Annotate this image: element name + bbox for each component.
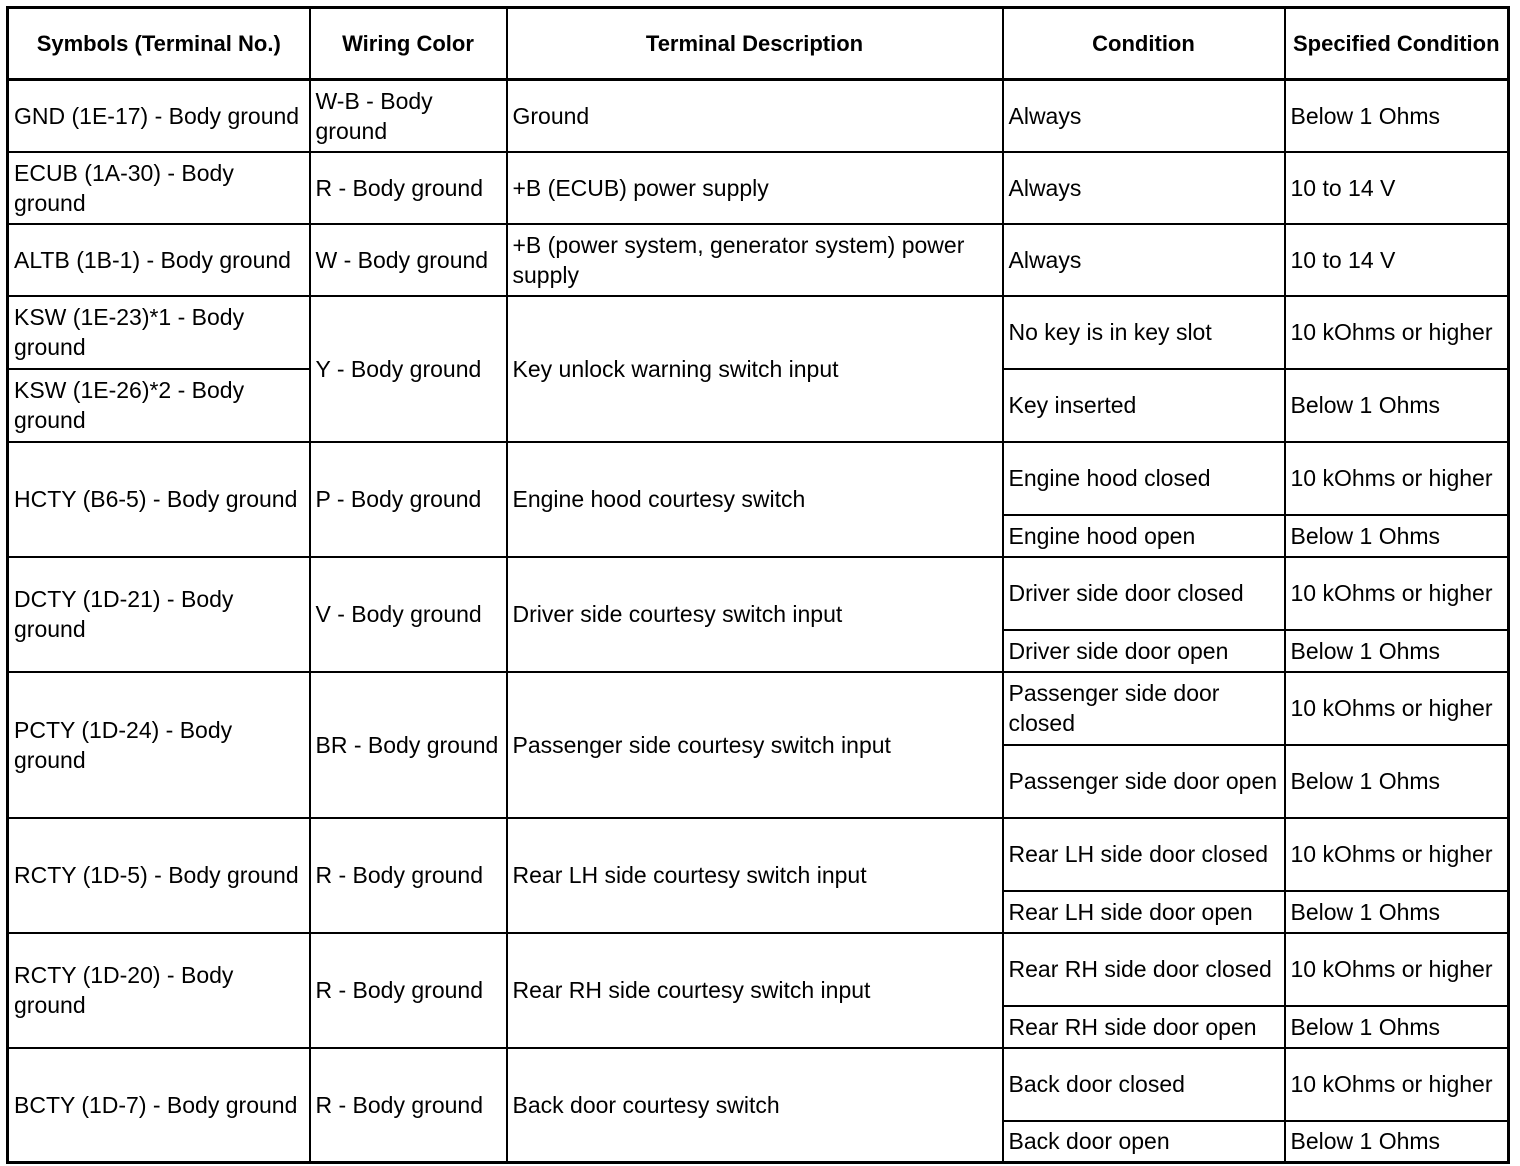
specified-condition-cell: 10 kOhms or higher: [1285, 1048, 1509, 1121]
table-row: [8, 80, 1509, 152]
header-wiring-color: Wiring Color: [310, 8, 507, 80]
condition-cell: Rear RH side door closed: [1003, 933, 1285, 1006]
condition-cell: Passenger side door closed: [1003, 672, 1285, 745]
symbol-cell: PCTY (1D-24) - Body ground: [8, 672, 310, 818]
specified-condition-cell: Below 1 Ohms: [1285, 80, 1509, 152]
header-specified-condition: Specified Condition: [1285, 8, 1509, 80]
specified-condition-cell: Below 1 Ohms: [1285, 630, 1509, 672]
symbol-cell: DCTY (1D-21) - Body ground: [8, 557, 310, 672]
condition-cell: Always: [1003, 224, 1285, 296]
condition-cell: Driver side door closed: [1003, 557, 1285, 630]
specified-condition-cell: 10 to 14 V: [1285, 152, 1509, 224]
specified-condition-cell: Below 1 Ohms: [1285, 515, 1509, 557]
description-cell: Rear RH side courtesy switch input: [507, 933, 1003, 1048]
condition-cell: Passenger side door open: [1003, 745, 1285, 818]
header-condition: Condition: [1003, 8, 1285, 80]
condition-cell: Key inserted: [1003, 369, 1285, 442]
wiring-color-cell: Y - Body ground: [310, 296, 507, 442]
wiring-color-cell: R - Body ground: [310, 818, 507, 933]
description-cell: Passenger side courtesy switch input: [507, 672, 1003, 818]
terminal-table: [6, 6, 1510, 1164]
wiring-color-cell: W - Body ground: [310, 224, 507, 296]
description-cell: Key unlock warning switch input: [507, 296, 1003, 442]
specified-condition-cell: Below 1 Ohms: [1285, 1006, 1509, 1048]
description-cell: Driver side courtesy switch input: [507, 557, 1003, 672]
specified-condition-cell: Below 1 Ohms: [1285, 745, 1509, 818]
condition-cell: Back door open: [1003, 1121, 1285, 1163]
description-cell: Ground: [507, 80, 1003, 152]
table-row: [8, 296, 1509, 369]
table-row: [8, 672, 1509, 745]
specified-condition-cell: Below 1 Ohms: [1285, 891, 1509, 933]
wiring-color-cell: R - Body ground: [310, 152, 507, 224]
symbol-cell: ECUB (1A-30) - Body ground: [8, 152, 310, 224]
table-row: [8, 557, 1509, 630]
condition-cell: Engine hood open: [1003, 515, 1285, 557]
condition-cell: Always: [1003, 80, 1285, 152]
table-row: [8, 1048, 1509, 1121]
condition-cell: Engine hood closed: [1003, 442, 1285, 515]
header-row: [8, 8, 1509, 80]
symbol-cell: BCTY (1D-7) - Body ground: [8, 1048, 310, 1163]
specified-condition-cell: 10 kOhms or higher: [1285, 557, 1509, 630]
wiring-color-cell: V - Body ground: [310, 557, 507, 672]
table-row: [8, 933, 1509, 1006]
description-cell: +B (ECUB) power supply: [507, 152, 1003, 224]
description-cell: Back door courtesy switch: [507, 1048, 1003, 1163]
description-cell: Engine hood courtesy switch: [507, 442, 1003, 557]
table-row: [8, 442, 1509, 515]
specified-condition-cell: Below 1 Ohms: [1285, 1121, 1509, 1163]
condition-cell: No key is in key slot: [1003, 296, 1285, 369]
wiring-color-cell: W-B - Body ground: [310, 80, 507, 152]
specified-condition-cell: 10 kOhms or higher: [1285, 818, 1509, 891]
specified-condition-cell: 10 kOhms or higher: [1285, 442, 1509, 515]
condition-cell: Rear LH side door closed: [1003, 818, 1285, 891]
symbol-cell: HCTY (B6-5) - Body ground: [8, 442, 310, 557]
symbol-cell: RCTY (1D-20) - Body ground: [8, 933, 310, 1048]
symbol-cell: KSW (1E-23)*1 - Body ground: [8, 296, 310, 369]
wiring-color-cell: R - Body ground: [310, 933, 507, 1048]
wiring-color-cell: BR - Body ground: [310, 672, 507, 818]
table-row: [8, 152, 1509, 224]
wiring-color-cell: P - Body ground: [310, 442, 507, 557]
symbol-cell: GND (1E-17) - Body ground: [8, 80, 310, 152]
condition-cell: Driver side door open: [1003, 630, 1285, 672]
header-symbols: Symbols (Terminal No.): [8, 8, 310, 80]
specified-condition-cell: Below 1 Ohms: [1285, 369, 1509, 442]
specified-condition-cell: 10 kOhms or higher: [1285, 672, 1509, 745]
condition-cell: Back door closed: [1003, 1048, 1285, 1121]
description-cell: +B (power system, generator system) power supply: [507, 224, 1003, 296]
table-row: [8, 224, 1509, 296]
description-cell: Rear LH side courtesy switch input: [507, 818, 1003, 933]
specified-condition-cell: 10 kOhms or higher: [1285, 933, 1509, 1006]
condition-cell: Always: [1003, 152, 1285, 224]
symbol-cell: RCTY (1D-5) - Body ground: [8, 818, 310, 933]
table-row: [8, 818, 1509, 891]
condition-cell: Rear RH side door open: [1003, 1006, 1285, 1048]
specified-condition-cell: 10 kOhms or higher: [1285, 296, 1509, 369]
symbol-cell: KSW (1E-26)*2 - Body ground: [8, 369, 310, 442]
specified-condition-cell: 10 to 14 V: [1285, 224, 1509, 296]
condition-cell: Rear LH side door open: [1003, 891, 1285, 933]
symbol-cell: ALTB (1B-1) - Body ground: [8, 224, 310, 296]
wiring-color-cell: R - Body ground: [310, 1048, 507, 1163]
header-terminal-description: Terminal Description: [507, 8, 1003, 80]
